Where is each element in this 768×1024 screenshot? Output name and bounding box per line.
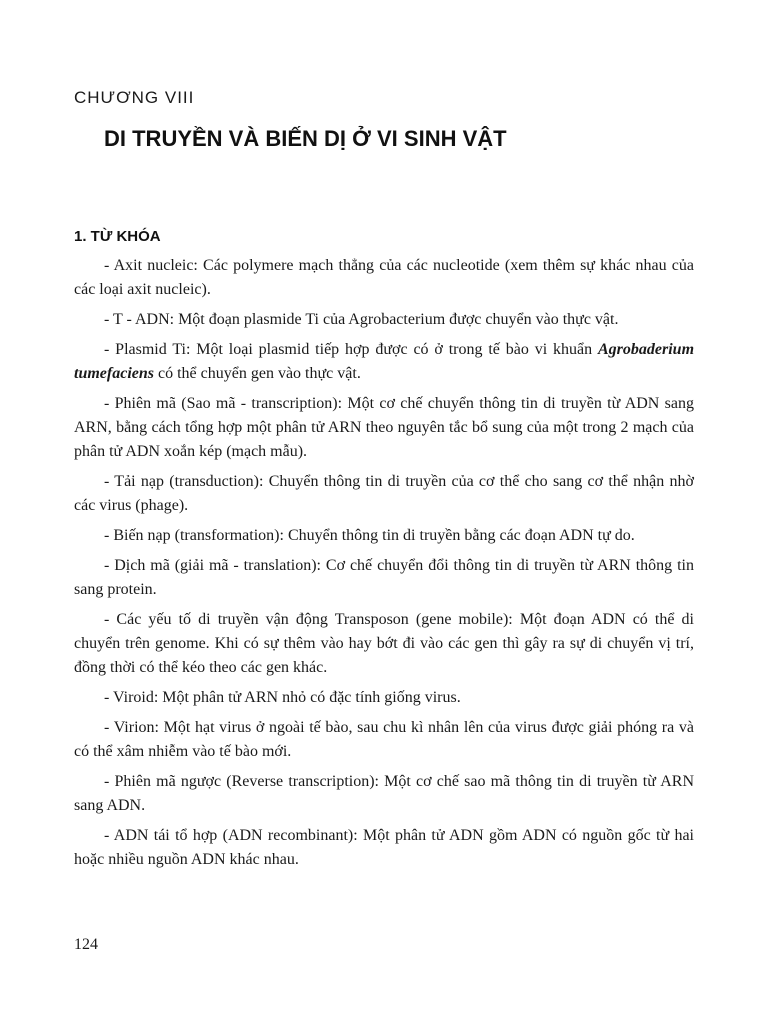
chapter-title: DI TRUYỀN VÀ BIẾN DỊ Ở VI SINH VẬT [104,126,507,151]
page-number: 124 [74,936,98,953]
entry-dich-ma: - Dịch mã (giải mã - translation): Cơ chế chuyển đổi thông tin di truyền từ ARN thông tin sang protein. [74,557,694,598]
chapter-label: CHƯƠNG VIII [74,88,195,107]
entry-axit-nucleic: - Axit nucleic: Các polymere mạch thẳng của các nucleotide (xem thêm sự khác nhau của các loại axit nucleic). [74,257,694,298]
section-heading: 1. TỪ KHÓA [74,228,161,245]
entry-transposon: - Các yếu tố di truyền vận động Transposon (gene mobile): Một đoạn ADN có thể di chuyển trên genome. Khi có sự thêm vào hay bớt đi vào các gen thì gây ra sự di chuyển vị trí, đồng thời có thể kéo theo các gen khác. [74,611,694,676]
entry-adn-tai-to-hop: - ADN tái tổ hợp (ADN recombinant): Một phân tử ADN gồm ADN có nguồn gốc từ hai hoặc nhiều nguồn ADN khác nhau. [74,827,694,868]
entry-t-adn: - T - ADN: Một đoạn plasmide Ti của Agrobacterium được chuyển vào thực vật. [104,311,619,328]
entry-viroid: - Viroid: Một phân tử ARN nhỏ có đặc tính giống virus. [104,689,461,706]
entry-virion: - Virion: Một hạt virus ở ngoài tế bào, sau chu kì nhân lên của virus được giải phóng ra và có thể xâm nhiễm vào tế bào mới. [74,719,694,760]
entry-bien-nap: - Biến nạp (transformation): Chuyển thông tin di truyền bằng các đoạn ADN tự do. [104,527,635,544]
keyword-list [74,254,694,878]
entry-phien-ma-nguoc: - Phiên mã ngược (Reverse transcription): Một cơ chế sao mã thông tin di truyền từ ARN sang ADN. [74,773,694,814]
entry-phien-ma: - Phiên mã (Sao mã - transcription): Một cơ chế chuyển thông tin di truyền từ ADN sang ARN, bằng cách tổng hợp một phân tử ARN theo nguyên tắc bổ sung của một trong 2 mạch của phân tử ADN xoắn kép (mạch mẫu). [74,395,694,460]
entry-plasmid-ti-tail: có thể chuyển gen vào thực vật. [154,365,361,382]
entry-plasmid-ti [74,338,694,386]
species-name: Agrobaderium tumefaciens [74,341,695,382]
entry-tai-nap: - Tải nạp (transduction): Chuyển thông tin di truyền của cơ thể cho sang cơ thể nhận nhờ các virus (phage). [74,473,694,514]
entry-plasmid-ti-text: - Plasmid Ti: Một loại plasmid tiếp hợp được có ở trong tế bào vi khuẩn [104,341,593,358]
